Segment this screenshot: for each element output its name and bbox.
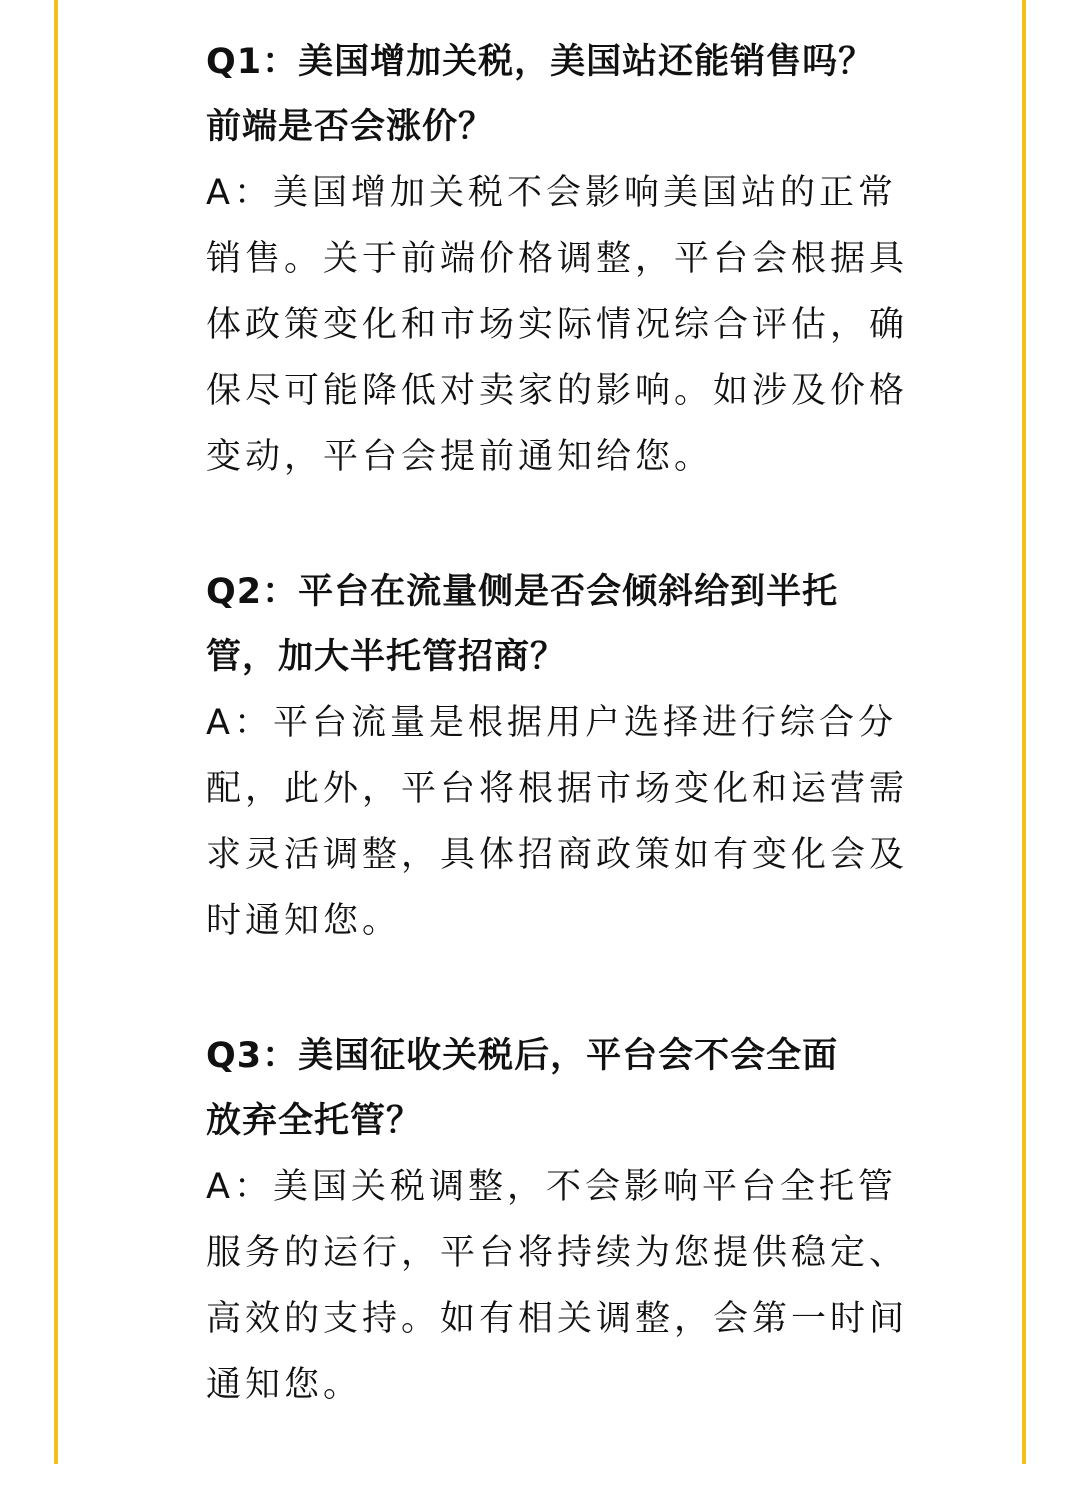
faq-item-3 [206,1024,966,1418]
faq-content [206,30,966,1488]
faq-question-3: Q3：美国征收关税后，平台会不会全面 放弃全托管？ [206,1036,839,1141]
faq-answer-1: A：美国增加关税不会影响美国站的正常 销售。关于前端价格调整，平台会根据具 体政策变化和市场实际情况综合评估，确 保尽可能降低对卖家的影响。如涉及价格 变动，平台会提前通知给您。 [206,173,909,477]
faq-answer-3: A：美国关税调整，不会影响平台全托管 服务的运行，平台将持续为您提供稳定、 高效的支持。如有相关调整，会第一时间 通知您。 [206,1167,909,1405]
faq-question-2: Q2：平台在流量侧是否会倾斜给到半托 管，加大半托管招商？ [206,572,839,677]
faq-answer-2: A：平台流量是根据用户选择进行综合分 配，此外，平台将根据市场变化和运营需 求灵活调整，具体招商政策如有变化会及 时通知您。 [206,703,909,941]
right-border-line [1022,0,1026,1464]
left-border-line [54,0,58,1464]
faq-item-2 [206,560,966,954]
faq-item-1 [206,30,966,490]
faq-question-1: Q1：美国增加关税，美国站还能销售吗？ 前端是否会涨价？ [206,42,875,147]
